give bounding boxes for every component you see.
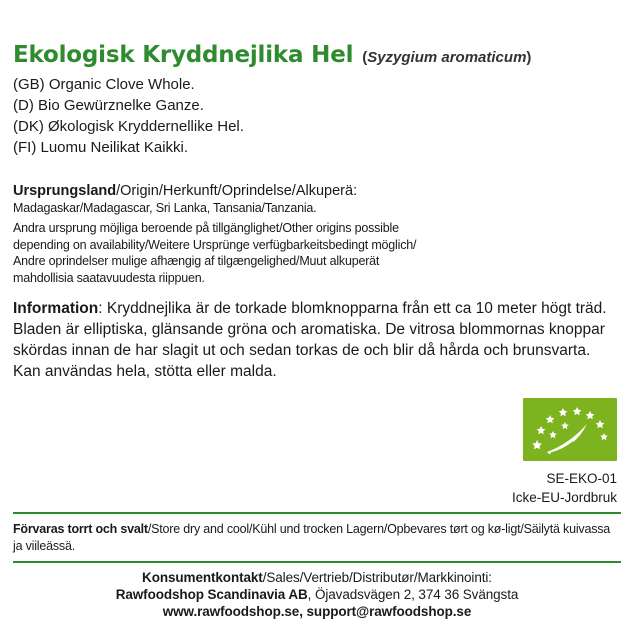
information-text: : Kryddnejlika är de torkade blomknopparna från ett ca 10 meter högt träd. Bladen är elliptiska, glänsande gröna och aromatiska. De vitrosa blommornas knoppar skördas innan de har slagit ut och sedan torkas de och blir då hårda och brunsvarta. Kan användas hela, stötta eller malda. [13,300,607,380]
information-label: Information [13,300,99,317]
translation-dk: (DK) Økologisk Kryddernellike Hel. [13,118,244,135]
product-title [13,38,621,71]
information-paragraph [13,298,618,382]
company-address: Rawfoodshop Scandinavia AB, Öjavadsvägen 2, 374 36 Svängsta [115,587,519,602]
storage-instructions [13,521,619,555]
storage-label: Förvaras torrt och svalt [13,522,148,536]
translations [13,74,621,158]
latin-name: (Syzygium aromaticum) [362,49,532,66]
origin-note: Andra ursprung möjliga beroende på tillgänglighet/Other origins possible depending on availability/Weitere Ursprünge verfügbarkeitsbedingt möglich/ Andre oprindelser mulige afhængig af tilgængelighed/Muut alkuperät mahdollisia saatavuudesta riippuen. [13,221,417,285]
contact-heading: Konsumentkontakt/Sales/Vertrieb/Distributør/Markkinointi: [142,570,492,585]
eu-organic-logo [523,398,617,461]
origin-heading: Ursprungsland/Origin/Herkunft/Oprindelse/Alkuperä: [13,183,358,199]
eu-organic-leaf-icon [523,398,617,461]
web-contact: www.rawfoodshop.se, support@rawfoodshop.se [162,604,472,619]
origin-countries: Madagaskar/Madagascar, Sri Lanka, Tansania/Tanzania. [13,201,317,215]
translation-fi: (FI) Luomu Neilikat Kaikki. [13,139,189,156]
translation-gb: (GB) Organic Clove Whole. [13,76,195,93]
agriculture-origin: Icke-EU-Jordbruk [511,490,617,505]
certification-code: SE-EKO-01 [546,471,617,486]
certification-info [512,469,617,507]
storage-text: /Store dry and cool/Kühl und trocken Lagern/Opbevares tørt og kø-ligt/Säilytä kuivassa ja viileässä. [13,522,611,553]
origin-section [13,182,621,286]
consumer-contact [13,569,621,620]
product-label [13,38,621,382]
product-name: Ekologisk Kryddnejlika Hel [13,42,354,68]
divider-top [13,512,621,514]
divider-bottom [13,561,621,563]
translation-de: (D) Bio Gewürznelke Ganze. [13,97,204,114]
